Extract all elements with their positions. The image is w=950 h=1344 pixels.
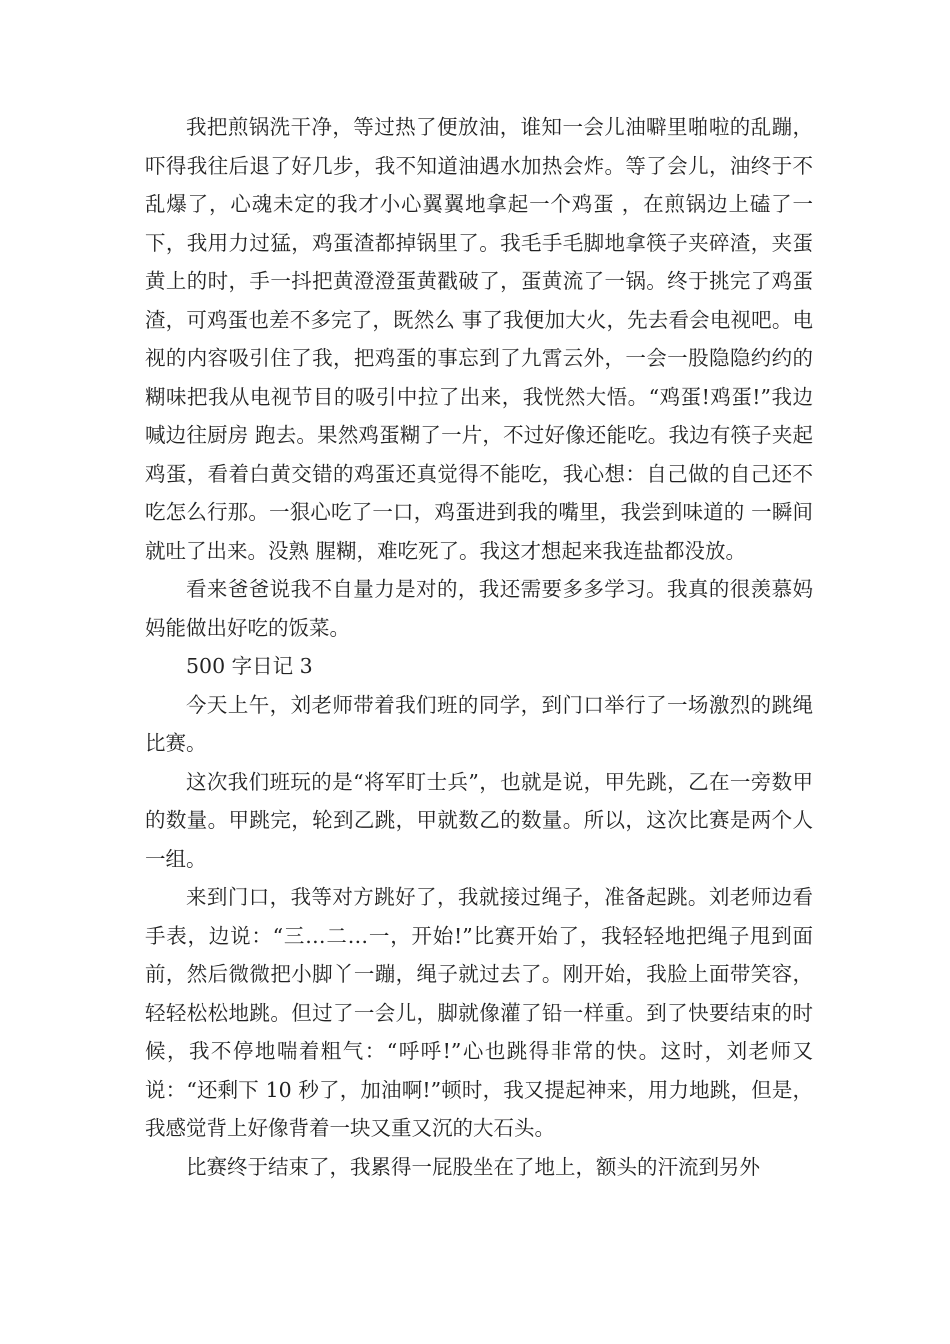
paragraph-intro: 今天上午，刘老师带着我们班的同学，到门口举行了一场激烈的跳绳比赛。: [145, 692, 813, 755]
paragraph-conclusion: 看来爸爸说我不自量力是对的，我还需要多多学习。我真的很羡慕妈妈能做出好吃的饭菜。: [145, 577, 813, 640]
paragraph-rules: 这次我们班玩的是“将军盯士兵”，也就是说，甲先跳，乙在一旁数甲的数量。甲跳完，轮到乙跳，甲就数乙的数量。所以，这次比赛是两个人一组。: [145, 769, 813, 871]
section-heading: 500 字日记 3: [186, 654, 313, 678]
paragraph-competition: 来到门口，我等对方跳好了，我就接过绳子，准备起跳。刘老师边看手表，边说：“三…二…一，开始!”比赛开始了，我轻轻地把绳子甩到面前，然后微微把小脚丫一蹦，绳子就过去了。刚开始，我脸上面带笑容，轻轻松松地跳。但过了一会儿，脚就像灌了铅一样重。到了快要结束的时候，我不停地喘着粗气：“呼呼!”心也跳得非常的快。这时，刘老师又说：“还剩下 10 秒了，加油啊!”顿时，我又提起神来，用力地跳，但是，我感觉背上好像背着一块又重又沉的大石头。: [145, 885, 813, 1140]
paragraph-frying-egg: 我把煎锅洗干净，等过热了便放油，谁知一会儿油噼里啪啦的乱蹦，吓得我往后退了好几步，我不知道油遇水加热会炸。等了会儿，油终于不乱爆了，心魂未定的我才小心翼翼地拿起一个鸡蛋 ，在煎锅边上磕了一下，我用力过猛，鸡蛋渣都掉锅里了。我毛手毛脚地拿筷子夹碎渣，夹蛋黄上的时，手一抖把黄澄澄蛋黄戳破了，蛋黄流了一锅。终于挑完了鸡蛋渣，可鸡蛋也差不多完了，既然么 事了我便加大火，先去看会电视吧。电视的内容吸引住了我，把鸡蛋的事忘到了九霄云外，一会一股隐隐约约的糊味把我从电视节目的吸引中拉了出来，我恍然大悟。“鸡蛋!鸡蛋!”我边喊边往厨房 跑去。果然鸡蛋糊了一片，不过好像还能吃。我边有筷子夹起鸡蛋，看着白黄交错的鸡蛋还真觉得不能吃，我心想：自己做的自己还不吃怎么行那。一狠心吃了一口，鸡蛋进到我的嘴里，我尝到味道的 一瞬间就吐了出来。没熟 腥糊，难吃死了。我这才想起来我连盐都没放。: [145, 115, 813, 563]
document-page: [145, 108, 813, 1186]
paragraph-ending: 比赛终于结束了，我累得一屁股坐在了地上，额头的汗流到另外: [186, 1154, 760, 1179]
